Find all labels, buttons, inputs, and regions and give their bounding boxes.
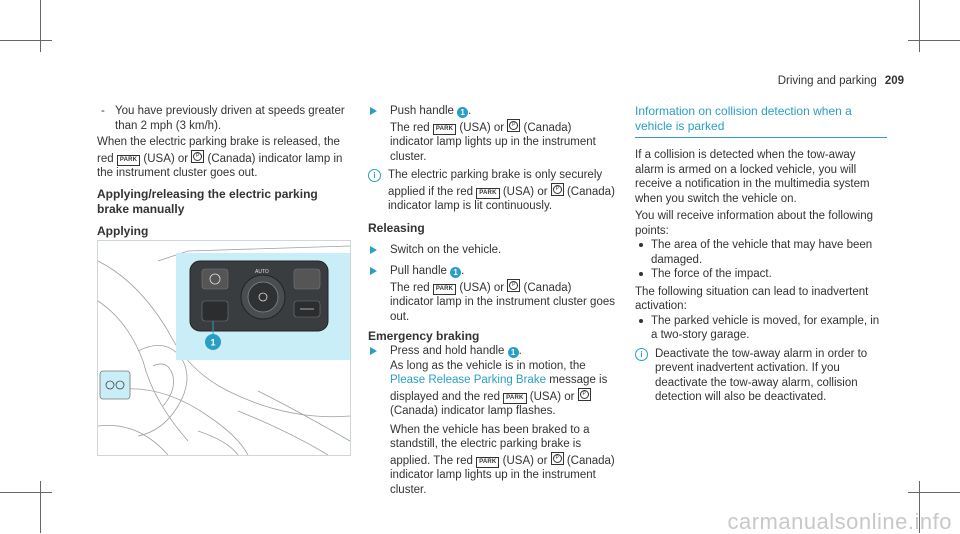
parking-brake-symbol: P — [551, 183, 564, 196]
info-icon: i — [635, 348, 648, 361]
crop-mark — [40, 481, 41, 533]
step-push: Push handle 1 . The red PARK (USA) or P (Canada) indicator lamp lights up in the instrument cluster. — [368, 104, 618, 164]
heading-manual: Applying/releasing the electric parking brake manually — [97, 186, 318, 216]
arrow-icon — [370, 107, 377, 115]
paragraph: The following situation can lead to inadvertent activation: — [635, 285, 869, 312]
crop-mark — [908, 40, 960, 41]
parking-brake-symbol: P — [578, 388, 591, 401]
list-item: The force of the impact. — [635, 267, 887, 282]
section-title: Driving and parking — [777, 75, 877, 87]
parking-brake-illustration — [98, 241, 350, 455]
watermark: carmanualsonline.info — [727, 508, 952, 534]
paragraph: You will receive information about the following points: — [635, 210, 874, 237]
heading-emergency: Emergency braking — [368, 329, 480, 343]
list-item: - You have previously driven at speeds greater than 2 mph (3 km/h). — [97, 104, 349, 133]
arrow-icon — [370, 267, 377, 275]
auto-label: AUTO — [255, 269, 269, 275]
crop-mark — [40, 0, 41, 52]
paragraph: If a collision is detected when the tow-away alarm is armed on a locked vehicle, you will receive a notification in the multimedia system when you switch the vehicle on. — [635, 149, 870, 205]
park-symbol: PARK — [476, 457, 499, 468]
arrow-icon — [370, 347, 377, 355]
step-pull: Pull handle 1 . The red PARK (USA) or P (Canada) indicator lamp in the instrument cluster goes out. — [368, 264, 618, 324]
page-header — [778, 74, 904, 89]
heading-applying: Applying — [97, 223, 149, 238]
parking-brake-symbol: P — [507, 119, 520, 132]
callout-number: 1 — [210, 337, 216, 348]
crop-mark — [0, 40, 52, 41]
page-number: 209 — [884, 75, 904, 87]
parking-brake-symbol: P — [551, 452, 564, 465]
illustration — [97, 240, 351, 456]
column-left — [97, 104, 349, 239]
park-symbol: PARK — [433, 124, 456, 135]
info-icon: i — [368, 169, 381, 182]
column-middle — [368, 104, 618, 497]
note: i Deactivate the tow-away alarm in order to prevent inadvertent activation. If you deactivate the tow-away alarm, collision detection will also be deactivated. — [635, 347, 887, 405]
paragraph: When the vehicle has been braked to a standstill, the electric parking brake is applied. The red PARK (USA) or P (Canada) indicator lamp lights up in the instrument cluster. — [390, 423, 615, 496]
display-message: Please Release Parking Brake — [390, 374, 546, 386]
crop-mark — [908, 492, 960, 493]
paragraph: When the electric parking brake is released, the red PARK (USA) or P (Canada) indicator lamp in the instrument cluster goes out. — [97, 136, 343, 179]
callout-badge: 1 — [450, 267, 461, 278]
park-symbol: PARK — [117, 155, 140, 166]
step-switch-on: Switch on the vehicle. — [368, 243, 618, 258]
section-heading: Information on collision detection when a vehicle is parked — [635, 104, 887, 138]
list-item: The parked vehicle is moved, for example, in a two-story garage. — [635, 314, 887, 343]
list-item: The area of the vehicle that may have been damaged. — [635, 238, 887, 267]
column-right — [635, 104, 887, 405]
park-symbol: PARK — [503, 393, 526, 404]
parking-brake-symbol: P — [507, 279, 520, 292]
callout-badge: 1 — [457, 107, 468, 118]
park-symbol: PARK — [476, 188, 499, 199]
parking-brake-symbol: P — [191, 150, 204, 163]
callout-badge: 1 — [508, 347, 519, 358]
step-hold: Press and hold handle 1 . As long as the vehicle is in motion, the Please Release Parking Brake message is displayed and the red PARK (USA) or P (Canada) indicator lamp flashes. — [368, 344, 618, 419]
note: i The electric parking brake is only securely applied if the red PARK (USA) or P (Canada) indicator lamp is lit continuously. — [368, 168, 618, 214]
crop-mark — [919, 0, 920, 52]
heading-releasing: Releasing — [368, 220, 425, 235]
arrow-icon — [370, 246, 377, 254]
park-symbol: PARK — [433, 284, 456, 295]
crop-mark — [0, 492, 52, 493]
